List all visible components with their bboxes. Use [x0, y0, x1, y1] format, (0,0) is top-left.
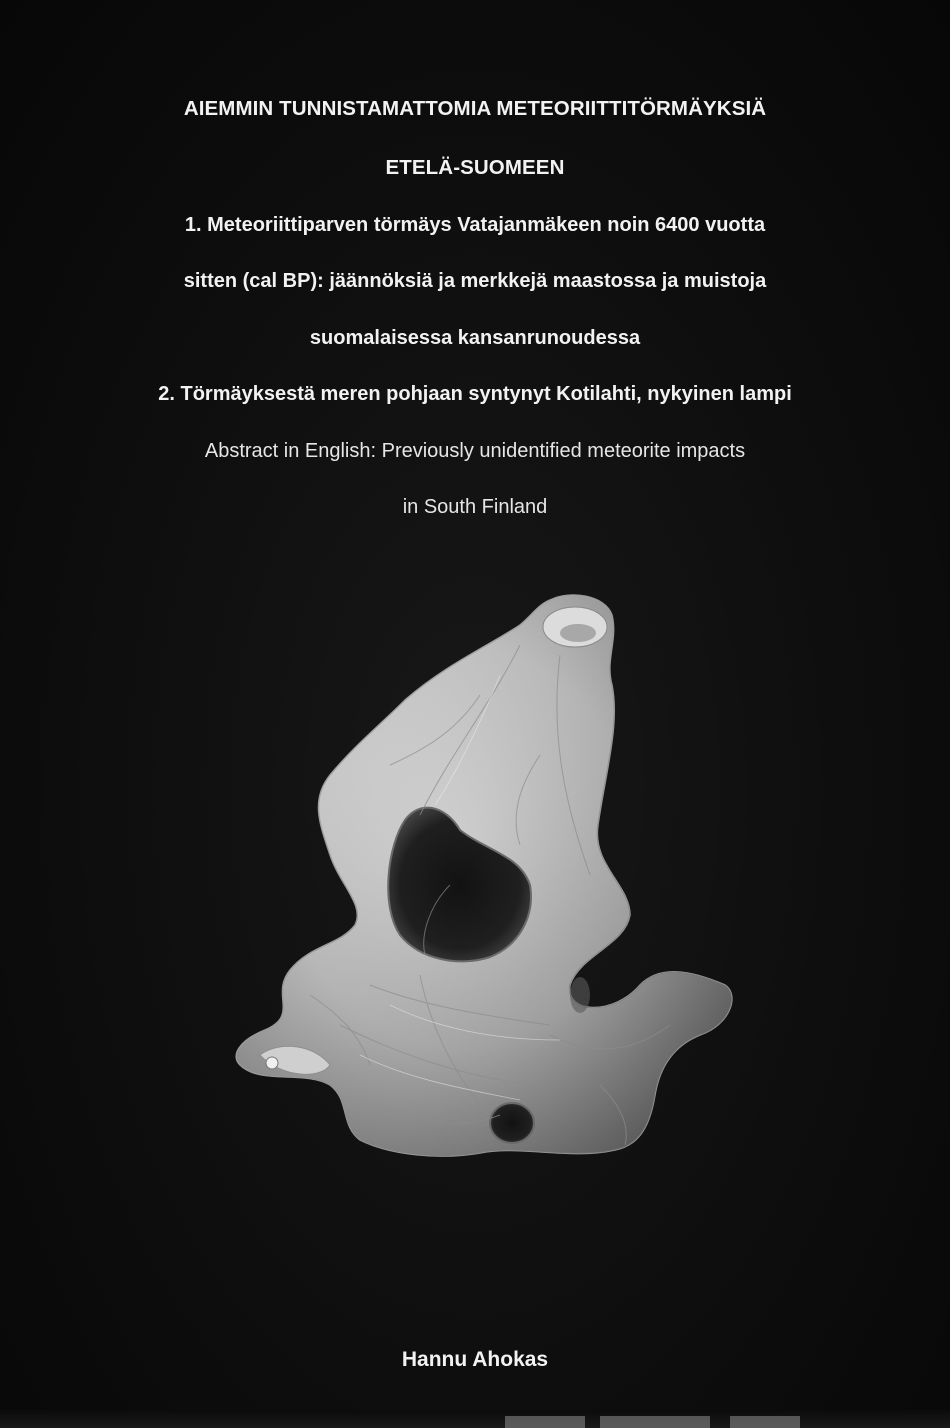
part1-line-3: suomalaisessa kansanrunoudessa: [309, 327, 641, 349]
abstract-line-1: Abstract in English: Previously unidentified meteorite impacts: [204, 440, 746, 462]
author-name: Hannu Ahokas: [401, 1348, 549, 1371]
part1-line-1: 1. Meteoriittiparven törmäys Vatajanmäkeen noin 6400 vuotta: [184, 214, 766, 236]
part2-line-1: 2. Törmäyksestä meren pohjaan syntynyt Kotilahti, nykyinen lampi: [158, 383, 792, 405]
specimen-image: [220, 585, 760, 1165]
part1-line-2: sitten (cal BP): jäännöksiä ja merkkejä maastossa ja muistoja: [183, 270, 767, 292]
abstract-line-2: in South Finland: [402, 496, 548, 518]
title-line-2: ETELÄ-SUOMEEN: [385, 156, 565, 179]
title-line-1: AIEMMIN TUNNISTAMATTOMIA METEORIITTITÖRMÄYKSIÄ: [183, 97, 767, 120]
bottom-edge: [0, 1410, 950, 1428]
specimen-small-hole: [490, 1103, 534, 1143]
